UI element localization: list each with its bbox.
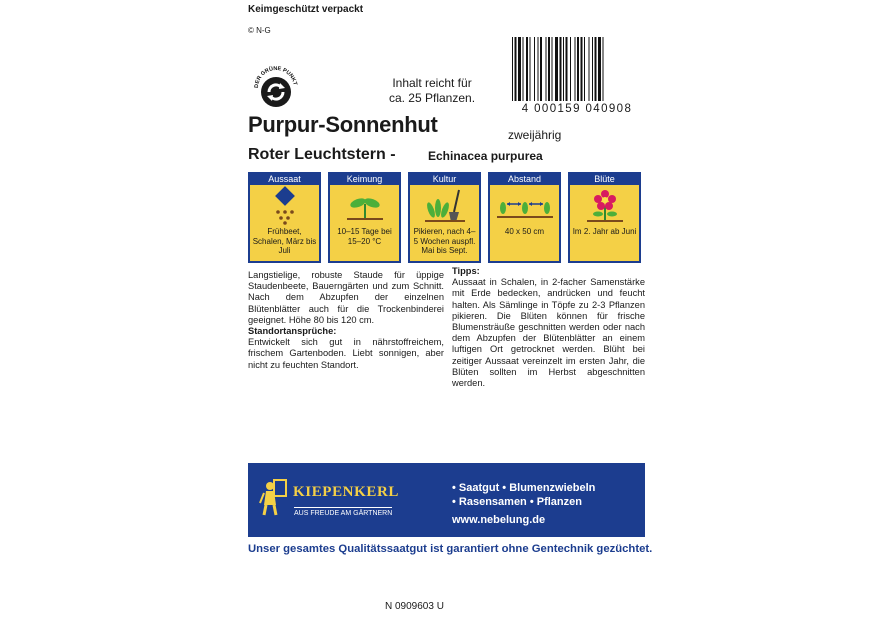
right-column — [452, 266, 645, 389]
product-type: zweijährig — [508, 128, 562, 142]
box-aussaat-label: Aussaat — [250, 174, 319, 185]
brand-name: KIEPENKERL — [293, 484, 400, 500]
packed-note: Keimgeschützt verpackt — [248, 4, 364, 15]
box-abstand-label: Abstand — [490, 174, 559, 185]
content-line-1: Inhalt reicht für — [392, 76, 472, 90]
seed-packet-icon — [265, 186, 305, 226]
product-code: N 0909603 U — [385, 601, 444, 612]
kiepenkerl-figure-icon — [258, 477, 292, 522]
banner-products — [452, 481, 595, 509]
barcode-number: 4 000159 040908 — [521, 103, 633, 115]
tips-heading: Tipps: — [452, 266, 480, 276]
guarantee-text: Unser gesamtes Qualitätssaatgut ist garantiert ohne Gentechnik gezüchtet. — [248, 543, 653, 555]
product-name: Purpur-Sonnenhut — [248, 112, 438, 137]
website-link[interactable]: www.nebelung.de — [452, 514, 546, 526]
box-kultur-text: Pikieren, nach 4–5 Wochen auspfl. Mai bis Sept. — [413, 227, 476, 255]
spacing-icon — [495, 186, 555, 226]
product-latin: Echinacea purpurea — [428, 149, 543, 163]
brand-tagline-wrap — [294, 507, 414, 521]
location-text: Entwickelt sich gut in nährstoffreichem, frischem Gartenboden. Liebt sonnigen, aber nicht zu feuchten Standort. — [248, 337, 444, 370]
box-kultur — [408, 172, 481, 263]
box-bluete-label: Blüte — [570, 174, 639, 185]
barcode — [510, 37, 644, 109]
box-keimung-label: Keimung — [330, 174, 399, 185]
box-keimung — [328, 172, 401, 263]
seedling-icon — [343, 186, 387, 226]
box-aussaat-text: Frühbeet, Schalen, März bis Juli — [252, 227, 317, 255]
box-bluete — [568, 172, 641, 263]
banner-line-2: • Rasensamen • Pflanzen — [452, 496, 582, 508]
description-text: Langstielige, robuste Staude für üppige Staudenbeete, Bauerngärten und zum Schnitt. Nach dem Abzupfen der einzelnen Blütenblätter auch für die Trockenbinderei geeignet. Höhe 80 bis 120 cm. — [248, 270, 444, 325]
content-note — [367, 76, 497, 106]
spade-icon — [421, 186, 469, 226]
left-column — [248, 270, 444, 371]
gruener-punkt-text: DER GRÜNE PUNKT — [253, 65, 298, 89]
box-abstand-text: 40 x 50 cm — [504, 227, 545, 236]
box-abstand — [488, 172, 561, 263]
gruener-punkt-logo — [248, 58, 304, 114]
brand-tagline: AUS FREUDE AM GÄRTNERN — [294, 507, 392, 517]
banner-line-1: • Saatgut • Blumenzwiebeln — [452, 482, 596, 494]
box-kultur-label: Kultur — [410, 174, 479, 185]
product-subname: Roter Leuchtstern - — [248, 146, 396, 163]
box-keimung-text: 10–15 Tage bei 15–20 °C — [337, 227, 392, 246]
flower-icon — [583, 186, 627, 226]
box-bluete-text: Im 2. Jahr ab Juni — [572, 227, 637, 236]
content-line-2: ca. 25 Pflanzen. — [388, 91, 476, 105]
location-heading: Standortansprüche: — [248, 326, 337, 337]
copyright: © N-G — [248, 26, 271, 35]
tips-text: Aussaat in Schalen, in 2-facher Samenstärke mit Erde bedecken, andrücken und feucht halten. Als Sämlinge in Töpfe zu 2-3 Pflanzen pikieren. Die Blüten können für frische Blumensträuße geschnitten werden oder nach dem Abzupfen der Blütenblätter an einem luftigen Ort getrocknet werden. Blüht bei zeitiger Aussaat vereinzelt im ersten Jahr, die Blüten sollten im Herbst abgeschnitten werden. — [452, 277, 645, 389]
box-aussaat — [248, 172, 321, 263]
